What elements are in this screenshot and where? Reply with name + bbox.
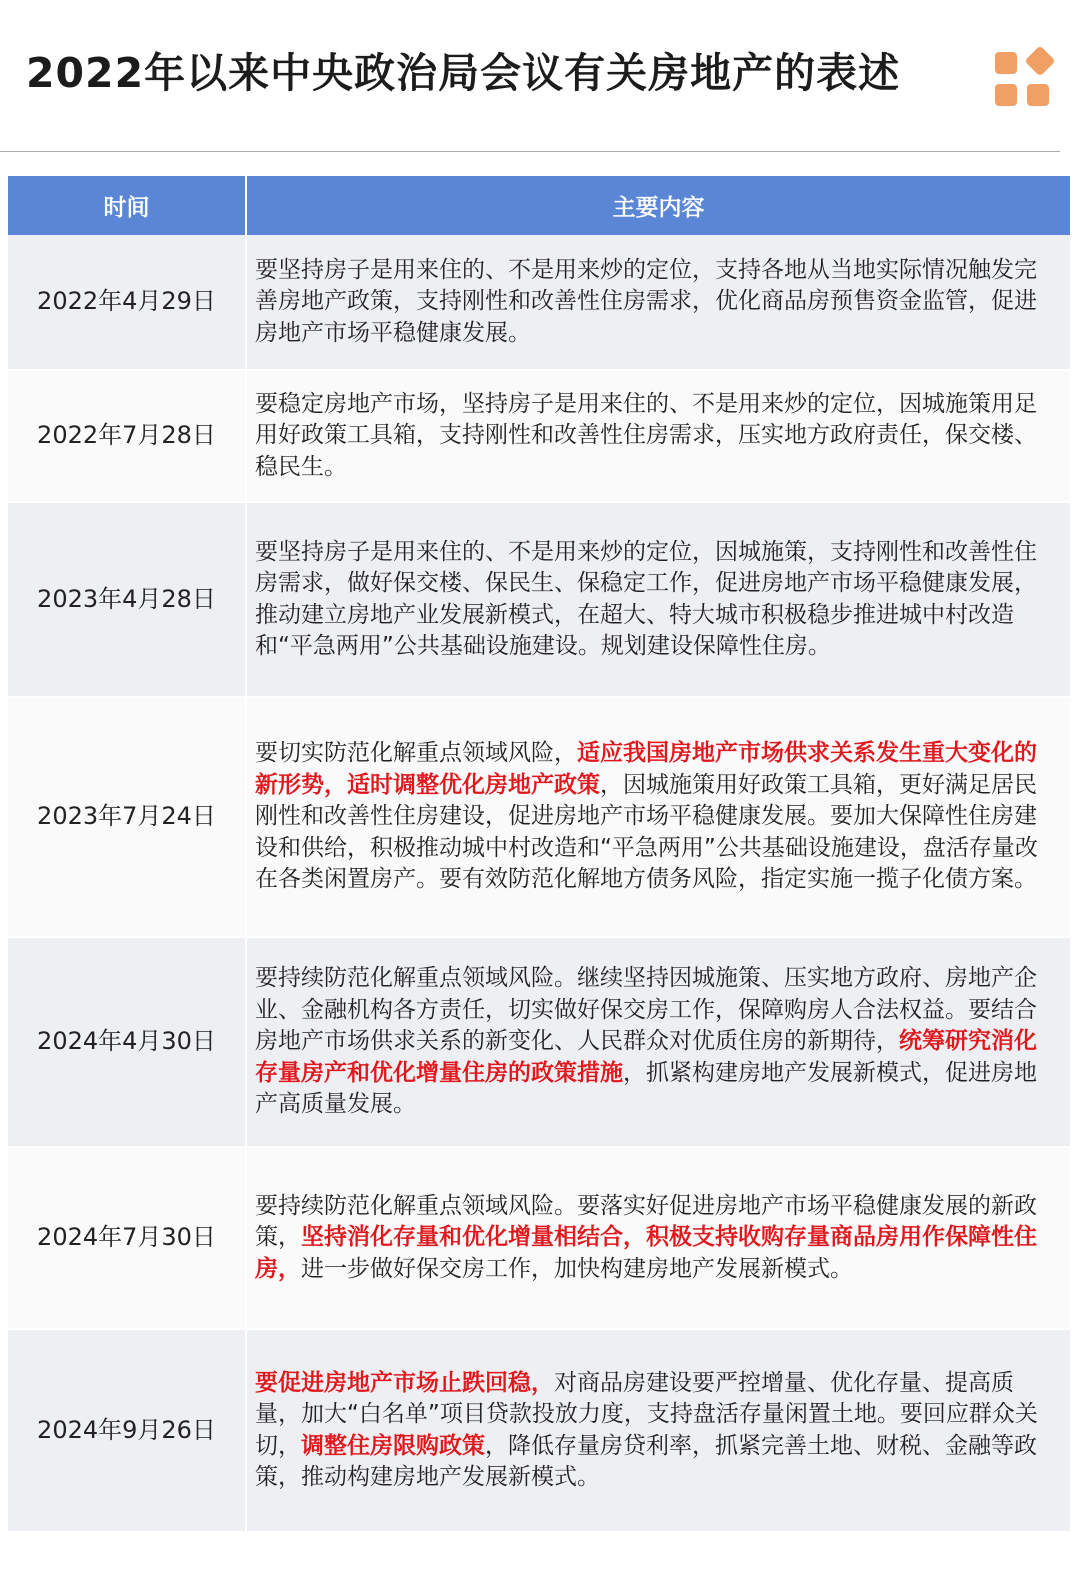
content-text: ，抓紧构建房地产发展新模式，促进房地产高质量发展。 — [255, 1059, 1037, 1118]
table-row — [8, 370, 1071, 502]
table-row — [8, 937, 1071, 1147]
highlighted-text: 调整住房限购政策 — [301, 1432, 485, 1459]
row-date: 2024年9月26日 — [8, 1329, 246, 1532]
row-content — [246, 370, 1071, 502]
header-content: 主要内容 — [246, 176, 1071, 235]
content-text: 要持续防范化解重点领域风险。要落实好促进房地产市场平稳健康发展的新政策， — [255, 1192, 1037, 1251]
row-date: 2022年4月29日 — [8, 235, 246, 370]
policy-table — [8, 176, 1072, 1533]
table-row — [8, 1147, 1071, 1329]
highlighted-text: 统筹研究消化存量房产和优化增量住房的政策措施 — [255, 1028, 1037, 1086]
content-text: 要稳定房地产市场，坚持房子是用来住的、不是用来炒的定位，因城施策用足用好政策工具箱，支持刚性和改善性住房需求，压实地方政府责任，保交楼、稳民生。 — [255, 390, 1037, 480]
highlighted-text: 坚持消化存量和优化增量相结合，积极支持收购存量商品房用作保障性住房， — [255, 1224, 1037, 1282]
row-date: 2024年4月30日 — [8, 937, 246, 1147]
content-text: ，因城施策用好政策工具箱，更好满足居民刚性和改善性住房建设，促进房地产市场平稳健康发展。要加大保障性住房建设和供给，积极推动城中村改造和“平急两用”公共基础设施建设，盘活存量改在各类闲置房产。要有效防范化解地方债务风险，指定实施一揽子化债方案。 — [255, 771, 1038, 893]
content-text: 对商品房建设要严控增量、优化存量、提高质量，加大“白名单”项目贷款投放力度，支持盘活存量闲置土地。要回应群众关切， — [255, 1369, 1038, 1459]
row-content — [246, 937, 1071, 1147]
row-content — [246, 502, 1071, 697]
table-row — [8, 697, 1071, 937]
row-date: 2024年7月30日 — [8, 1147, 246, 1329]
content-text: 要坚持房子是用来住的、不是用来炒的定位，支持各地从当地实际情况触发完善房地产政策，支持刚性和改善性住房需求，优化商品房预售资金监管，促进房地产市场平稳健康发展。 — [255, 256, 1037, 346]
row-content — [246, 697, 1071, 937]
highlighted-text: 适应我国房地产市场供求关系发生重大变化的新形势，适时调整优化房地产政策 — [255, 740, 1037, 798]
table-row — [8, 235, 1071, 370]
content-text: 要切实防范化解重点领域风险， — [255, 740, 577, 767]
highlighted-text: 要促进房地产市场止跌回稳， — [255, 1369, 554, 1396]
content-text: 要坚持房子是用来住的、不是用来炒的定位，因城施策，支持刚性和改善性住房需求，做好保交楼、保民生、保稳定工作，促进房地产市场平稳健康发展，推动建立房地产业发展新模式，在超大、特大城市积极稳步推进城中村改造和“平急两用”公共基础设施建设。规划建设保障性住房。 — [255, 538, 1037, 659]
logo-icon — [995, 48, 1060, 110]
content-text: 要持续防范化解重点领域风险。继续坚持因城施策、压实地方政府、房地产企业、金融机构各方责任，切实做好保交房工作，保障购房人合法权益。要结合房地产市场供求关系的新变化、人民群众对优质住房的新期待， — [255, 965, 1037, 1055]
row-content — [246, 235, 1071, 370]
row-date: 2022年7月28日 — [8, 370, 246, 502]
row-date: 2023年4月28日 — [8, 502, 246, 697]
row-content — [246, 1329, 1071, 1532]
row-content — [246, 1147, 1071, 1329]
page-title: 2022年以来中央政治局会议有关房地产的表述 — [26, 49, 901, 97]
header-time: 时间 — [8, 176, 246, 235]
table-row — [8, 1329, 1071, 1532]
table-row — [8, 502, 1071, 697]
content-text: 进一步做好保交房工作，加快构建房地产发展新模式。 — [301, 1255, 853, 1282]
content-text: ，降低存量房贷利率，抓紧完善土地、财税、金融等政策，推动构建房地产发展新模式。 — [255, 1432, 1037, 1490]
row-date: 2023年7月24日 — [8, 697, 246, 937]
divider — [0, 151, 1060, 152]
